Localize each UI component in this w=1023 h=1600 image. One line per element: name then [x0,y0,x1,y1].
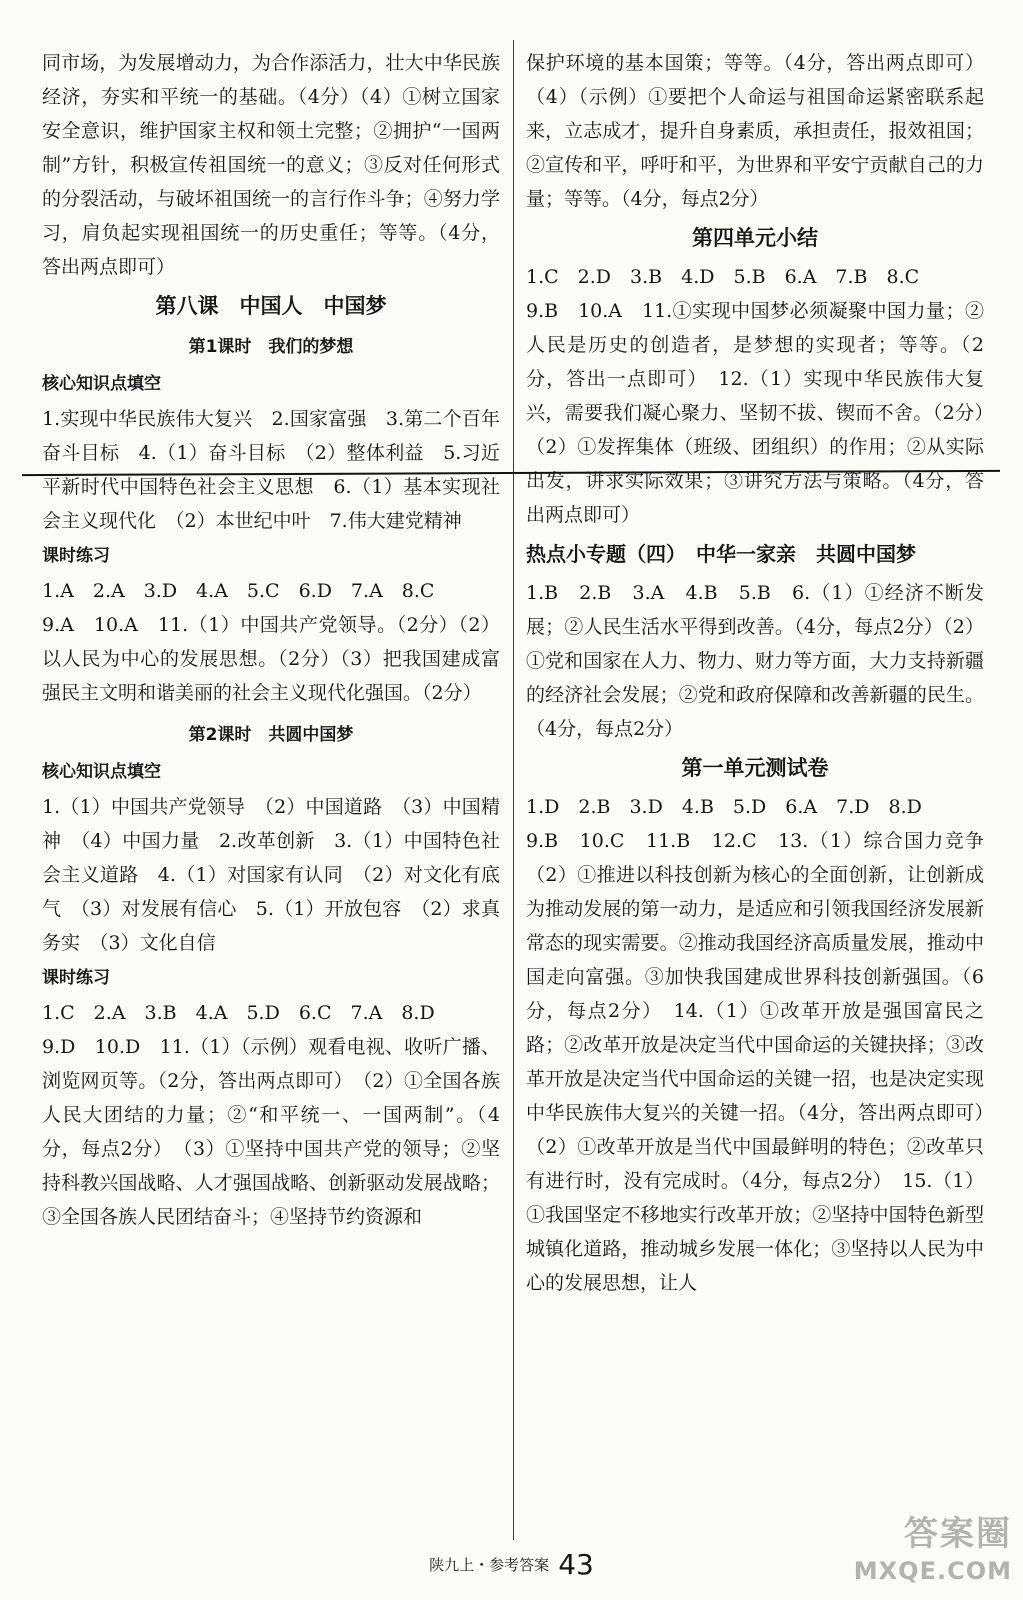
lesson-title: 第八课 中国人 中国梦 [155,294,387,318]
right-column [526,46,1004,1300]
watermark-logo [822,1512,1012,1594]
unit-4-answers-line: 1.C 2.D 3.B 4.D 5.B 6.A 7.B 8.C [526,266,920,288]
right-continuation-paragraph: 保护环境的基本国策；等等。（4分，答出两点即可）（4）（示例）①要把个人命运与祖国命运紧密联系起来，立志成才，提升自身素质，承担责任，报效祖国；②宣传和平，呼吁和平，为世界和平安宁贡献自己的力量；等等。（4分，每点2分） [526,52,984,210]
period-1-title: 第1课时 我们的梦想 [188,337,354,357]
column-divider [513,40,514,1540]
practice-heading-1: 课时练习 [42,546,110,566]
unit-1-test-title: 第一单元测试卷 [681,756,829,780]
unit-4-answers: 9.B 10.A 11.①实现中国梦必须凝聚中国力量；②人民是历史的创造者，是梦想的实现者；等等。（2分，答出一点即可） 12.（1）实现中华民族伟大复兴，需要我们凝心聚力、坚韧不拔、锲而不舍。（2分）（2）①发挥集体（班级、团组织）的作用；②从实际出发，讲求实际效果；③讲究方法与策略。（4分，答出两点即可） [526,300,984,526]
core-knowledge-answers-2: 1.（1）中国共产党领导 （2）中国道路 （3）中国精神 （4）中国力量 2.改革创新 3.（1）中国特色社会主义道路 4.（1）对国家有认同 （2）对文化有底气 （3）对发展有信心 5.（1）开放包容 （2）求真务实 （3）文化自信 [42,796,500,954]
core-knowledge-heading-1: 核心知识点填空 [42,374,161,394]
core-knowledge-heading-2: 核心知识点填空 [42,762,161,782]
watermark-text-bottom: MXQE.COM [853,1557,1012,1585]
left-continuation-paragraph: 同市场，为发展增动力，为合作添活力，壮大中华民族经济，夯实和平统一的基础。（4分）（4）①树立国家安全意识，维护国家主权和领土完整；②拥护“一国两制”方针，积极宣传祖国统一的意义；③反对任何形式的分裂活动，与破坏祖国统一的言行作斗争；④努力学习，肩负起实现祖国统一的历史重任；等等。（4分，答出两点即可） [42,52,500,278]
core-knowledge-answers-1: 1.实现中华民族伟大复兴 2.国家富强 3.第二个百年奋斗目标 4.（1）奋斗目标 （2）整体利益 5.习近平新时代中国特色社会主义思想 6.（1）基本实现社会主义现代化 （2）本世纪中叶 7.伟大建党精神 [42,408,500,532]
left-column [42,46,500,1234]
practice-answers-2-line: 1.C 2.A 3.B 4.A 5.D 6.C 7.A 8.D [42,1002,435,1024]
hot-topic-answers: 1.B 2.B 3.A 4.B 5.B 6.（1）①经济不断发展；②人民生活水平得到改善。（4分，每点2分）（2）①党和国家在人力、物力、财力等方面，大力支持新疆的经济社会发展；②党和政府保障和改善新疆的民生。（4分，每点2分） [526,582,984,740]
hot-topic-title: 热点小专题（四） 中华一家亲 共圆中国梦 [526,542,916,566]
watermark-text-top: 答案圈 [904,1514,1012,1554]
practice-answers-1-line: 1.A 2.A 3.D 4.A 5.C 6.D 7.A 8.C [42,580,435,602]
unit-1-test-answers: 9.B 10.C 11.B 12.C 13.（1）综合国力竞争（2）①推进以科技创新为核心的全面创新，让创新成为推动发展的第一动力，是适应和引领我国经济发展新常态的现实需要。②推动我国经济高质量发展，推动中国走向富强。③加快我国建成世界科技创新强国。（6分，每点2分） 14.（1）①改革开放是强国富民之路；②改革开放是决定当代中国命运的关键抉择；③改革开放是决定当代中国命运的关键一招，也是决定实现中华民族伟大复兴的关键一招。（4分，答出两点即可） （2）①改革开放是当代中国最鲜明的特色；②改革只有进行时，没有完成时。（4分，每点2分） 15.（1）①我国坚定不移地实行改革开放；②坚持中国特色新型城镇化道路，推动城乡发展一体化；③坚持以人民为中心的发展思想，让人 [526,830,1004,1294]
period-2-title: 第2课时 共圆中国梦 [188,725,354,745]
unit-1-test-answers-line: 1.D 2.B 3.D 4.B 5.D 6.A 7.D 8.D [526,796,922,818]
practice-answers-2: 9.D 10.D 11.（1）（示例）观看电视、收听广播、浏览网页等。（2分，答出两点即可） （2）①全国各族人民大团结的力量；②“和平统一、一国两制”。（4分，每点2分） （3）①坚持中国共产党的领导；②坚持科教兴国战略、人才强国战略、创新驱动发展战略；③全国各族人民团结奋斗；④坚持节约资源和 [42,1036,500,1228]
practice-heading-2: 课时练习 [42,968,110,988]
page-number: 43 [558,1548,594,1581]
unit-4-summary-title: 第四单元小结 [692,226,818,250]
practice-answers-1: 9.A 10.A 11.（1）中国共产党领导。（2分）（2）以人民为中心的发展思想。（2分）（3）把我国建成富强民主文明和谐美丽的社会主义现代化强国。（2分） [42,614,500,704]
footer-label: 陕九上・参考答案 [429,1556,550,1574]
